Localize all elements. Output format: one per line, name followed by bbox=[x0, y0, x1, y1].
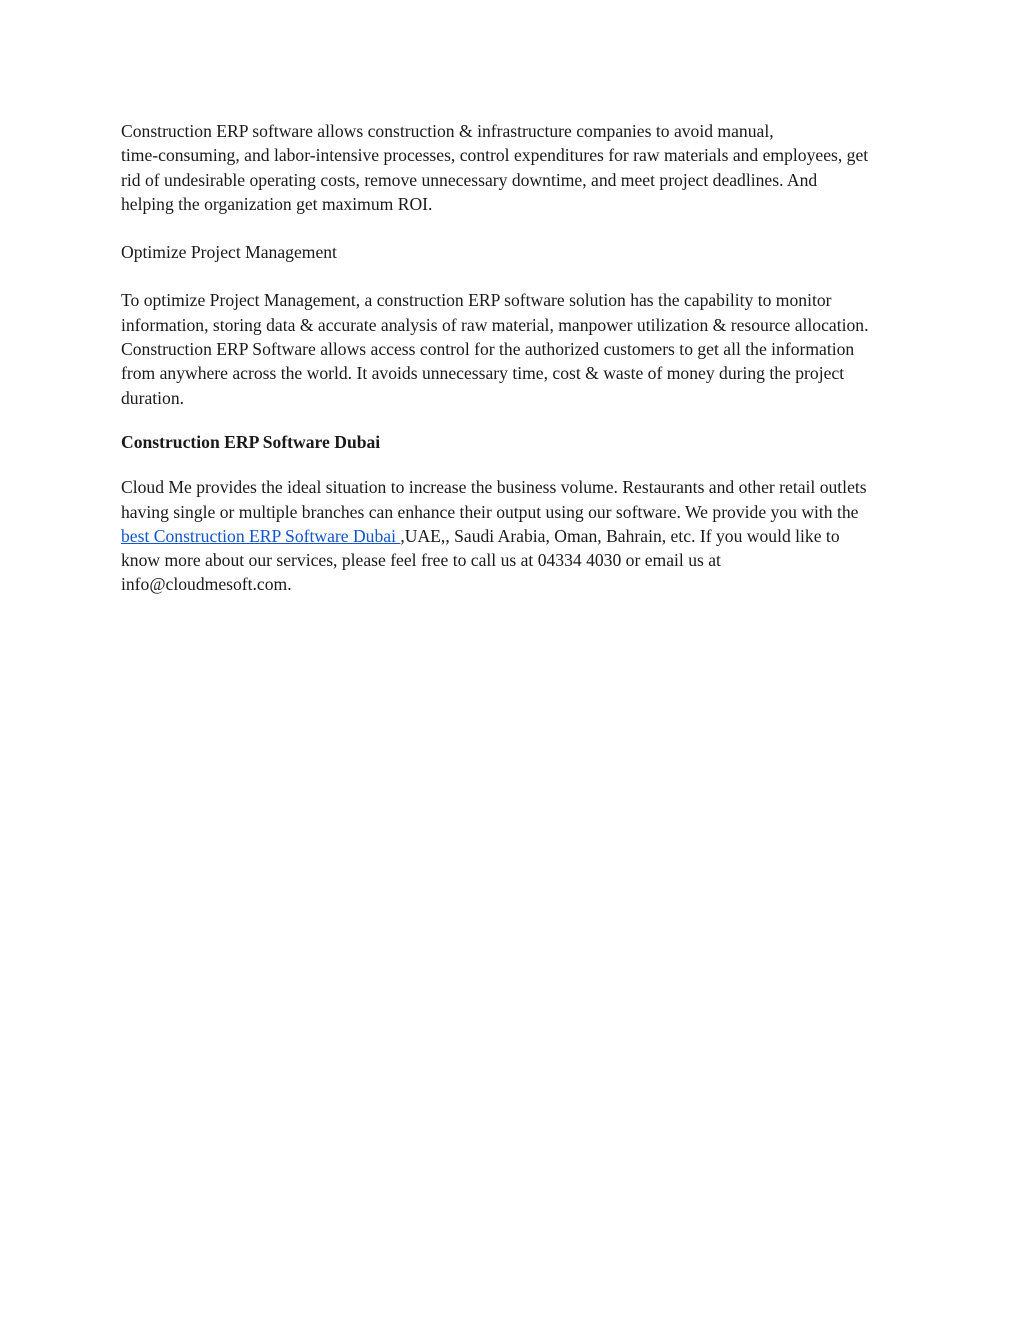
document-body bbox=[121, 119, 907, 597]
text-line: time-consuming, and labor-intensive processes, control expenditures for raw materials and employees, get bbox=[121, 145, 869, 166]
section-heading: Construction ERP Software Dubai bbox=[121, 431, 381, 452]
text-line: Cloud Me provides the ideal situation to increase the business volume. Restaurants and other retail outlets bbox=[121, 477, 867, 498]
text-line: helping the organization get maximum ROI. bbox=[121, 193, 433, 214]
intro-paragraph bbox=[121, 119, 907, 216]
subheading: Optimize Project Management bbox=[121, 242, 337, 263]
text-line: from anywhere across the world. It avoids unnecessary time, cost & waste of money during the project bbox=[121, 363, 845, 384]
cloud-me-paragraph bbox=[121, 475, 907, 596]
text-line: information, storing data & accurate analysis of raw material, manpower utilization & resource allocation. bbox=[121, 314, 869, 335]
text-line: duration. bbox=[121, 387, 185, 408]
text-line: Construction ERP software allows construction & infrastructure companies to avoid manual, bbox=[121, 121, 774, 141]
text-line: rid of undesirable operating costs, remove unnecessary downtime, and meet project deadlines. And bbox=[121, 169, 818, 190]
text-line: Construction ERP Software allows access control for the authorized customers to get all the information bbox=[121, 339, 855, 360]
erp-software-dubai-link[interactable]: best Construction ERP Software Dubai bbox=[121, 525, 401, 546]
text-line bbox=[121, 526, 840, 546]
text-fragment: ,UAE,, Saudi Arabia, Oman, Bahrain, etc. If you would like to bbox=[400, 525, 840, 546]
text-line: know more about our services, please feel free to call us at 04334 4030 or email us at bbox=[121, 550, 721, 571]
text-line: having single or multiple branches can enhance their output using our software. We provide you with the bbox=[121, 501, 859, 522]
email-text: info@cloudmesoft.com. bbox=[121, 574, 292, 595]
project-management-paragraph bbox=[121, 288, 907, 409]
text-line: To optimize Project Management, a construction ERP software solution has the capability to monitor bbox=[121, 290, 832, 311]
